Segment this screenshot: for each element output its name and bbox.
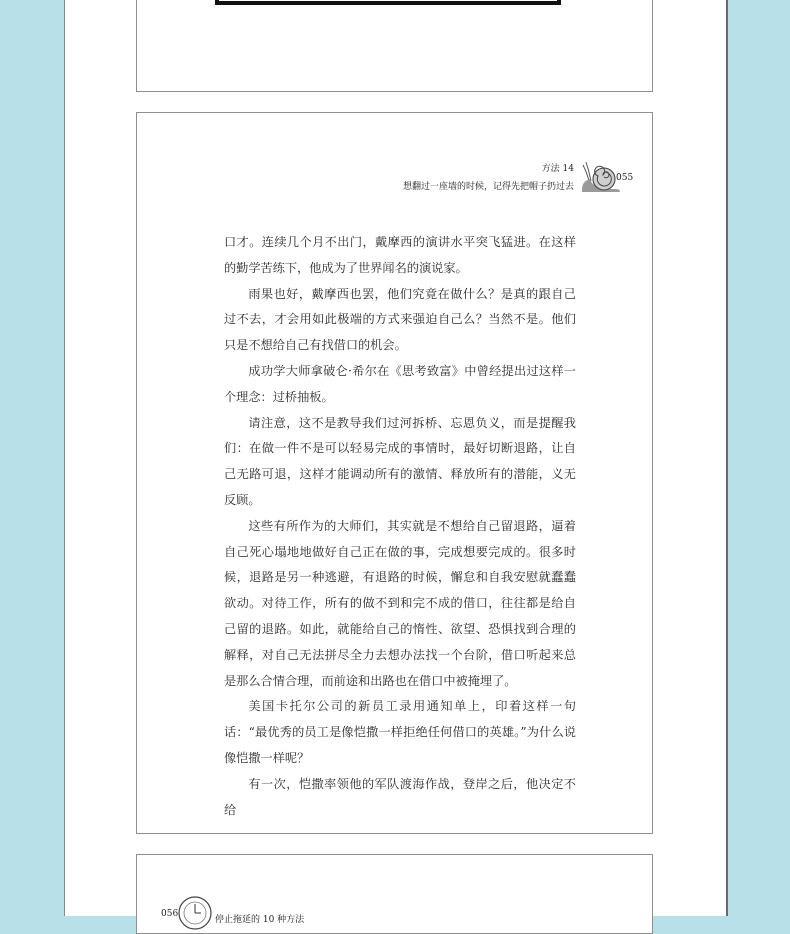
paragraph: 成功学大师拿破仑·希尔在《思考致富》中曾经提出过这样一个理念：过桥抽板。 [224, 363, 576, 404]
paragraph: 有一次，恺撒率领他的军队渡海作战，登岸之后，他决定不给 [224, 776, 576, 817]
header-subtitle: 想翻过一座墙的时候，记得先把帽子扔过去 [402, 182, 574, 192]
paragraph: 美国卡托尔公司的新员工录用通知单上，印着这样一句话：“最优秀的员工是像恺撒一样拒绝任何借口的英雄。”为什么说像恺撒一样呢？ [224, 699, 576, 765]
paragraph: 口才。连续几个月不出门，戴摩西的演讲水平突飞猛进。在这样的勤学苦练下，他成为了世界闻名的演说家。 [224, 235, 576, 275]
paragraph: 请注意，这不是教导我们过河拆桥、忘恩负义，而是提醒我们：在做一件不是可以轻易完成的事情时，最好切断退路，让自己无路可退，这样才能调动所有的激情、释放所有的潜能，义无反顾。 [224, 415, 576, 507]
current-page [136, 112, 653, 834]
next-page-number: 056 [161, 909, 179, 919]
paragraph: 这些有所作为的大师们，其实就是不想给自己留退路，逼着自己死心塌地地做好自己正在做的事，完成想要完成的。很多时候，退路是另一种逃避，有退路的时候，懈怠和自我安慰就蠢蠢欲动。对待工作，所有的做不到和完不成的借口，往往都是给自己留的退路。如此，就能给自己的惰性、欲望、恐惧找到合理的解释，对自己无法拼尽全力去想办法找一个台阶，借口听起来总是那么合情合理，而前途和出路也在借口中被掩埋了。 [224, 518, 576, 688]
next-page-title: 停止拖延的 10 种方法 [215, 915, 305, 925]
clock-icon [177, 895, 213, 931]
body-text [224, 230, 576, 823]
previous-page [136, 0, 653, 92]
next-page [136, 854, 653, 934]
figure-frame [215, 0, 561, 5]
page-number: 055 [616, 173, 634, 183]
paragraph: 雨果也好，戴摩西也罢，他们究竟在做什么？是真的跟自己过不去，才会用如此极端的方式来强迫自己么？当然不是。他们只是不想给自己有找借口的机会。 [224, 286, 576, 353]
header-method-label: 方法 14 [541, 164, 574, 174]
